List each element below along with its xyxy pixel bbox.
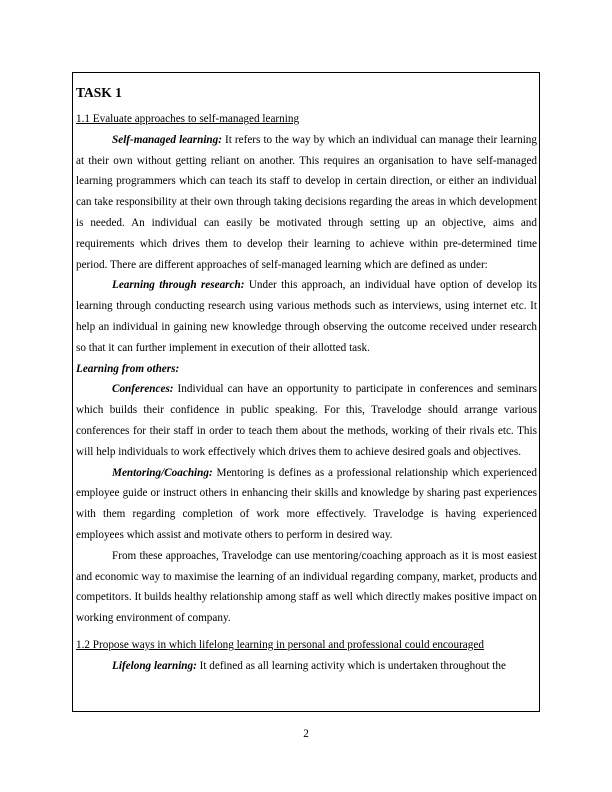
term-self-managed-learning: Self-managed learning: — [112, 133, 222, 146]
section-heading-1-2: 1.2 Propose ways in which lifelong learning in personal and professional could encouraged — [76, 638, 484, 651]
paragraph-text: Individual can have an opportunity to participate in conferences and seminars which builds their confidence in public speaking. For this, Travelodge should arrange various conferences for their staff in order to teach them about the methods, working of their rivals etc. This will help individuals to work effectively which drives them to achieve desired goals and objectives. — [76, 383, 537, 458]
section-heading-1-1: 1.1 Evaluate approaches to self-managed learning — [76, 113, 300, 125]
term-mentoring-coaching: Mentoring/Coaching: — [112, 466, 213, 479]
paragraph-text: It refers to the way by which an individual can manage their learning at their own without getting reliant on another. This requires an organisation to have self-managed learning programmers which can teach its staff to develop in certain direction, or either an individual can take responsibility at their own through taking decisions regarding the areas in which development is needed. An individual can easily be motivated through setting up an objective, aims and requirements which drives them to develop their learning to achieve within pre-determined time period. There are different approaches of self-managed learning which are defined as under: — [76, 133, 537, 271]
paragraph-text: Under this approach, an individual have option of develop its learning through conducting research using various methods such as interviews, using internet etc. It help an individual in gaining new knowledge through observing the outcome received under research so that it can further implement in execution of their allotted task. — [76, 279, 537, 354]
term-conferences: Conferences: — [112, 383, 174, 396]
paragraph-learning-through-research — [76, 275, 537, 358]
page-number: 2 — [303, 728, 309, 740]
term-learning-through-research: Learning through research: — [112, 279, 245, 292]
page-border-frame — [72, 72, 540, 712]
paragraph-self-managed-learning — [76, 130, 537, 276]
paragraph-conclusion: From these approaches, Travelodge can use mentoring/coaching approach as it is most easiest and economic way to maximise the learning of an individual regarding company, market, products and competitors. It builds healthy relationship among staff as well which directly makes positive impact on working environment of company. — [76, 549, 537, 625]
paragraph-conferences — [76, 379, 537, 462]
paragraph-lifelong-learning — [76, 656, 537, 677]
term-lifelong-learning: Lifelong learning: — [112, 659, 197, 672]
paragraph-text: Mentoring is defines as a professional relationship which experienced employee guide or instruct others in enhancing their skills and knowledge by sharing past experiences with them regarding completion of work more effectively. Travelodge is having experienced employees which assist and motivate others to perform in desired way. — [76, 466, 537, 541]
subheading-learning-from-others: Learning from others: — [76, 362, 180, 375]
paragraph-mentoring-coaching — [76, 463, 537, 546]
task-heading: TASK 1 — [76, 85, 122, 100]
paragraph-text: It defined as all learning activity which is undertaken throughout the — [196, 659, 506, 672]
document-body — [73, 73, 539, 677]
